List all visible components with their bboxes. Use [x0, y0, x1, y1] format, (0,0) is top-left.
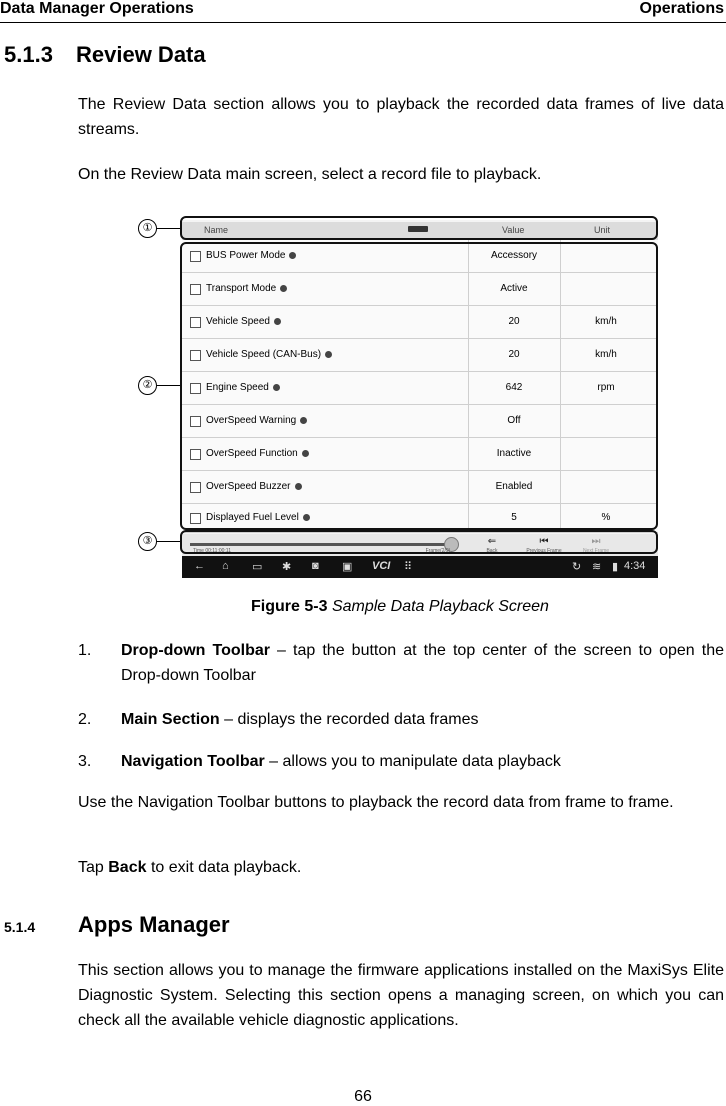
row-name: OverSpeed Buzzer [206, 481, 291, 492]
apps-grid-icon[interactable]: ⠿ [404, 561, 413, 573]
callout-2-line [157, 385, 182, 386]
intro-paragraph: The Review Data section allows you to playback the recorded data frames of live data streams. [78, 96, 724, 138]
row-name: Transport Mode [206, 283, 277, 294]
list-number: 1. [78, 642, 92, 659]
row-unit: % [601, 512, 611, 523]
section-heading [4, 42, 206, 68]
wifi-icon: ≋ [592, 561, 602, 573]
next-frame-icon[interactable]: ⏭ [591, 536, 601, 547]
section-number: 5.1.3 [4, 42, 53, 67]
row-value: 642 [505, 382, 523, 393]
battery-icon: ▮ [612, 561, 619, 573]
section-title: Review Data [76, 42, 206, 67]
list-term: Main Section [121, 711, 220, 728]
page-header [0, 0, 726, 23]
row-value: 20 [508, 316, 520, 327]
next-frame-label[interactable]: Next Frame [582, 548, 610, 554]
select-paragraph: On the Review Data main screen, select a record file to playback. [78, 166, 542, 183]
vci-icon[interactable]: VCI [372, 560, 391, 572]
row-value: 20 [508, 349, 520, 360]
row-name: Vehicle Speed (CAN-Bus) [206, 349, 322, 360]
row-value: Enabled [495, 481, 533, 492]
system-bar [182, 556, 658, 578]
callout-2: ② [138, 376, 157, 395]
back-button-label[interactable]: Back [486, 548, 498, 554]
row-unit: rpm [597, 382, 615, 393]
row-name: Displayed Fuel Level [206, 512, 299, 523]
previous-frame-icon[interactable]: ⏮ [539, 536, 549, 547]
column-value: Value [502, 225, 525, 235]
tap-suffix: to exit data playback. [146, 859, 302, 876]
callout-1-line [157, 228, 182, 229]
tap-back-term: Back [108, 859, 147, 876]
header-chapter: Data Manager Operations [0, 0, 194, 17]
subsection-heading [4, 912, 230, 938]
row-value: Active [500, 283, 528, 294]
row-name: OverSpeed Warning [206, 415, 297, 426]
time-label: Time 00:11:00:11 [193, 548, 231, 554]
back-arrow-icon[interactable]: ← [194, 560, 205, 572]
caption-label: Figure 5-3 [251, 598, 328, 615]
list-desc: – tap the button at the top center of the screen to open the Drop-down Toolbar [121, 642, 725, 684]
apps-manager-paragraph: This section allows you to manage the firmware applications installed on the MaxiSys Elite Diagnostic System. Selecting this section opens a managing screen, on which you can check all the available vehicle diagnostic applications. [78, 962, 724, 1029]
caption-text: Sample Data Playback Screen [331, 598, 549, 615]
frame-label: Frame(2/9) [425, 548, 451, 554]
list-number: 2. [78, 711, 92, 728]
list-number: 3. [78, 753, 92, 770]
column-name: Name [204, 225, 229, 235]
subsection-number: 5.1.4 [4, 919, 36, 935]
home-icon[interactable]: ⌂ [222, 560, 229, 572]
callout-3: ③ [138, 532, 157, 551]
camera-icon[interactable]: ◙ [312, 560, 319, 572]
callout-1: ① [138, 219, 157, 238]
page-number: 66 [354, 1088, 372, 1105]
sync-icon: ↻ [572, 561, 582, 573]
recent-apps-icon[interactable]: ▭ [252, 561, 263, 573]
figure-caption [0, 598, 726, 616]
clock: 4:34 [624, 560, 646, 572]
screen-mirror-icon[interactable]: ▣ [342, 561, 353, 573]
list-desc: – displays the recorded data frames [219, 711, 479, 728]
navigation-paragraph: Use the Navigation Toolbar buttons to playback the record data from frame to frame. [78, 794, 674, 811]
tap-prefix: Tap [78, 859, 109, 876]
row-name: Engine Speed [206, 382, 269, 393]
tap-back-paragraph [78, 855, 724, 880]
list-desc: – allows you to manipulate data playback [264, 753, 561, 770]
row-value: Inactive [496, 448, 532, 459]
maxisys-icon[interactable]: ✱ [282, 561, 292, 573]
dropdown-toolbar-highlight [180, 216, 658, 240]
playback-screen-figure [136, 214, 662, 580]
subsection-title: Apps Manager [78, 912, 230, 937]
previous-frame-label[interactable]: Previous Frame [526, 548, 562, 554]
back-arrow-icon[interactable]: ⇐ [487, 536, 497, 547]
row-unit: km/h [595, 316, 617, 327]
column-unit: Unit [594, 225, 611, 235]
navigation-toolbar-highlight [180, 530, 658, 554]
row-unit: km/h [595, 349, 617, 360]
main-section-highlight [180, 242, 658, 530]
row-value: Accessory [490, 250, 538, 261]
callout-3-line [157, 541, 182, 542]
list-item [78, 638, 724, 688]
header-section: Operations [639, 0, 724, 17]
row-name: Vehicle Speed [206, 316, 270, 327]
list-term: Navigation Toolbar [121, 753, 265, 770]
row-name: OverSpeed Function [206, 448, 298, 459]
row-value: Off [507, 415, 521, 426]
row-value: 5 [511, 512, 517, 523]
row-name: BUS Power Mode [206, 250, 286, 261]
list-term: Drop-down Toolbar [121, 642, 270, 659]
